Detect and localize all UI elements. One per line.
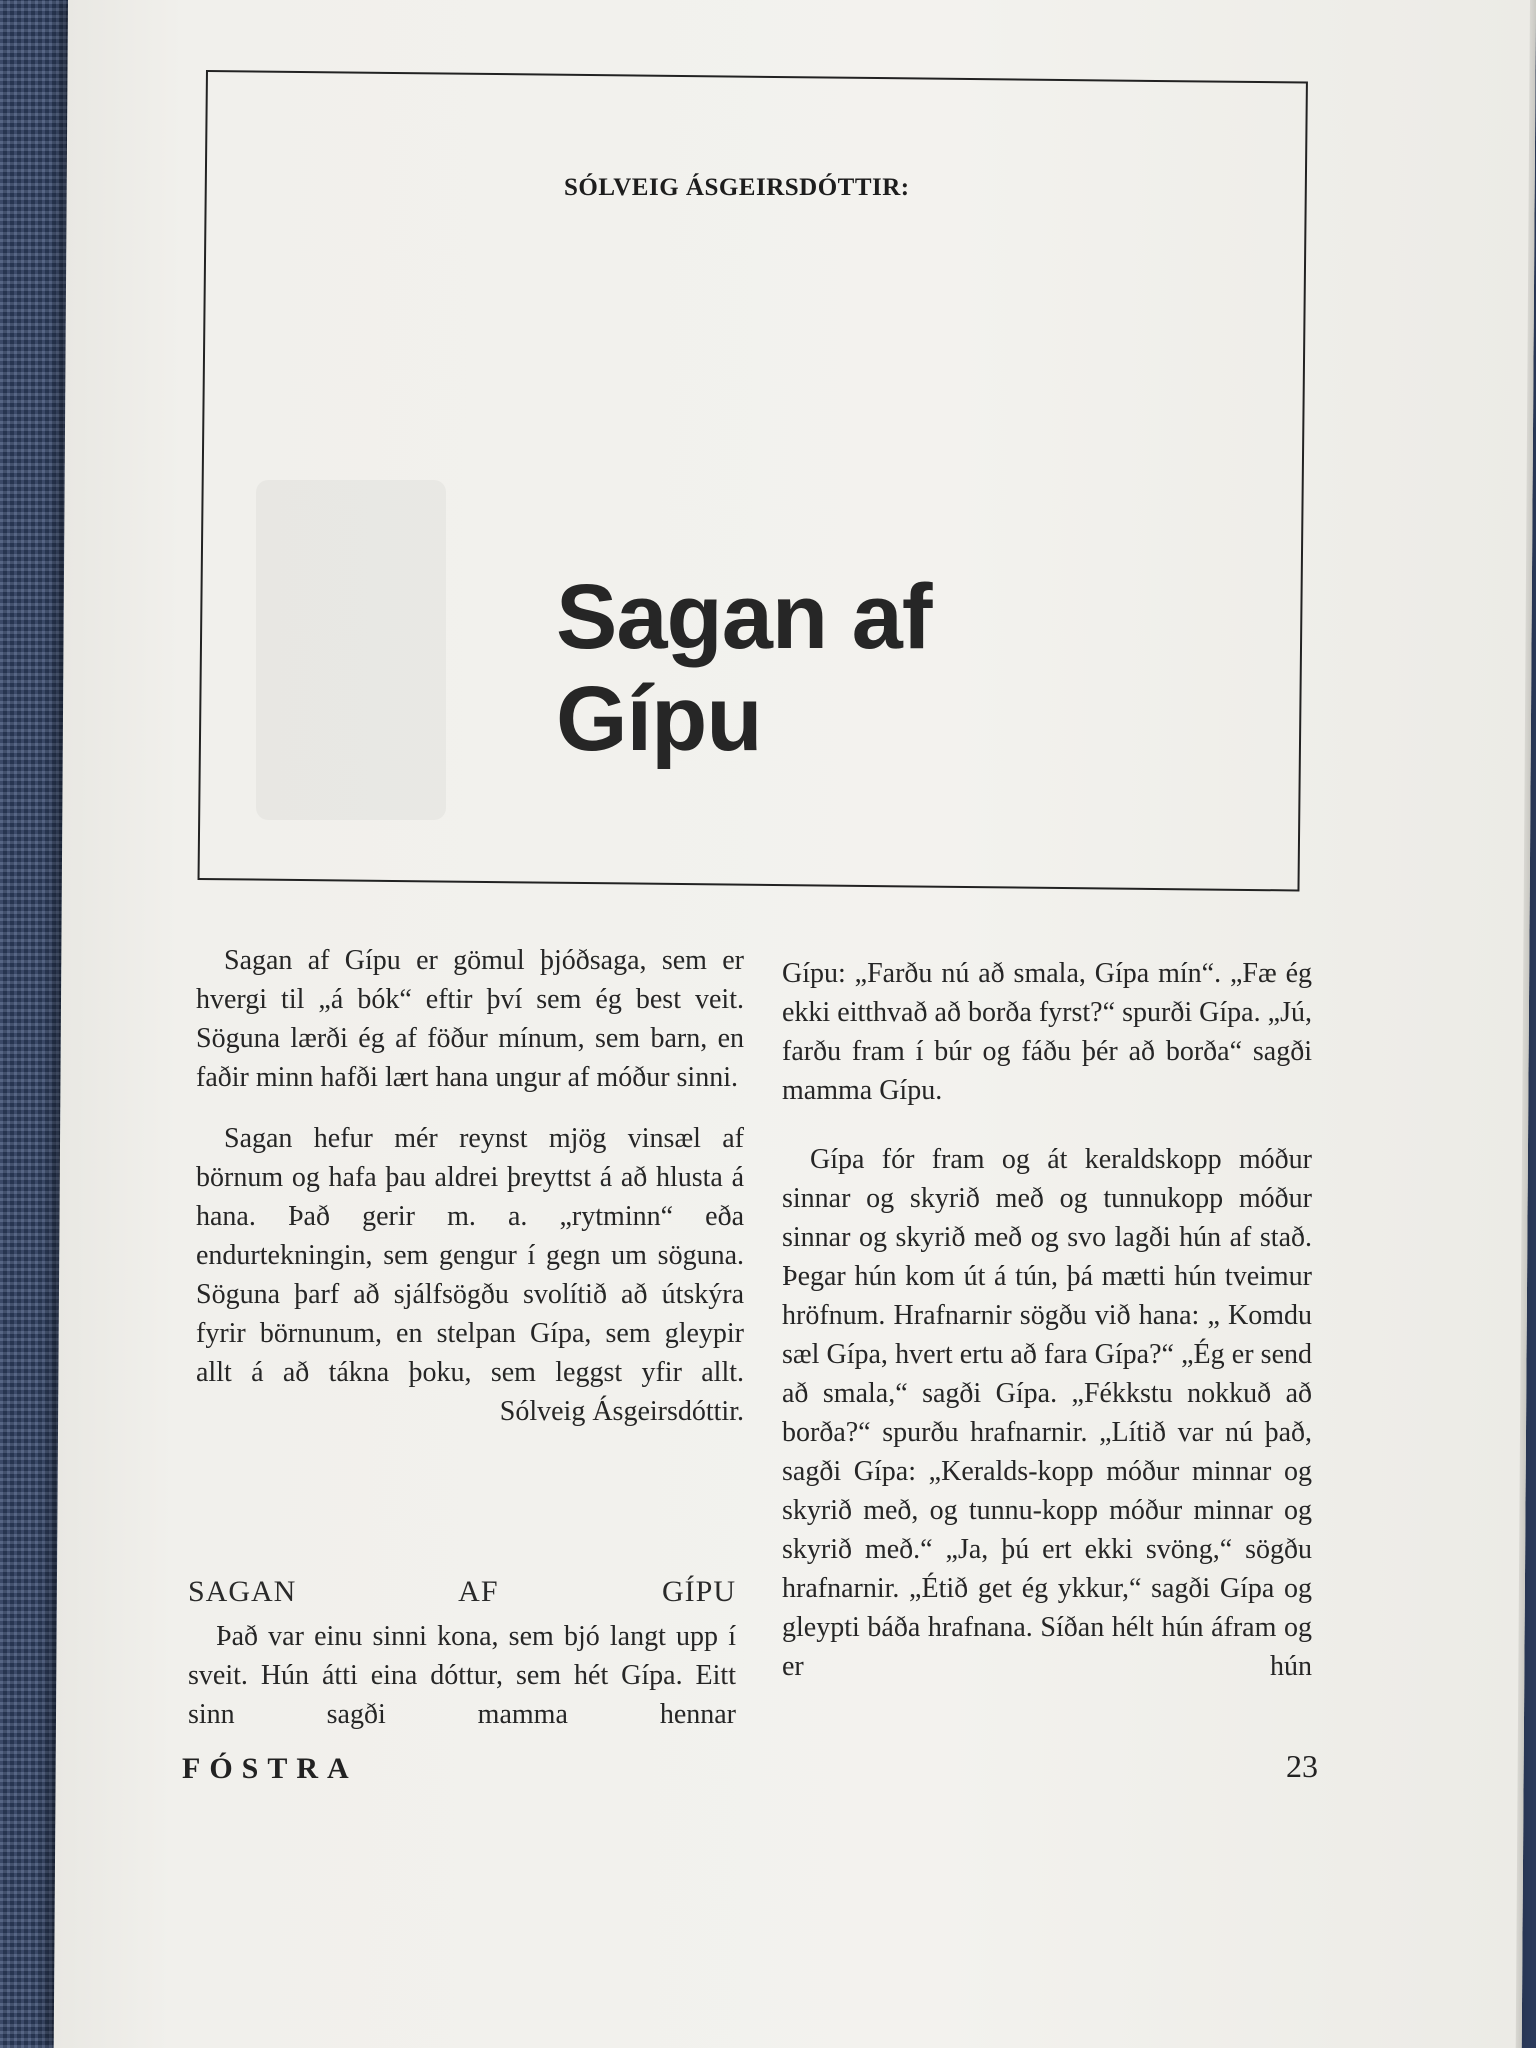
article-title bbox=[556, 566, 931, 770]
author-signature: Sólveig Ásgeirsdóttir. bbox=[499, 1396, 744, 1427]
intro-paragraph-2: Sagan hefur mér reynst mjög vinsæl af börnum og hafa þau aldrei þreyttst á að hlusta á hana. Það gerir m. a. „rytminn“ eða endurtekningin, sem gengur í gegn um söguna. Söguna þarf að sjálfsögðu svolítið að útskýra fyrir börnunum, en stelpan Gípa, sem gleypir allt á að tákna þoku, sem leggst yfir allt. bbox=[196, 1123, 744, 1388]
story-paragraph-1: Það var einu sinni kona, sem bjó langt upp í sveit. Hún átti eina dóttur, sem hét Gípa. Eitt sinn sagði mamma hennar bbox=[188, 1621, 736, 1730]
magazine-name: FÓSTRA bbox=[182, 1752, 358, 1785]
title-line-1: Sagan af bbox=[556, 566, 932, 668]
intro-paragraph-1: Sagan af Gípu er gömul þjóðsaga, sem er hvergi til „á bók“ eftir því sem ég best veit. Söguna lærði ég af föður mínum, sem barn, en faðir minn hafði lært hana ungur af móður sinni. bbox=[196, 945, 744, 1093]
story-heading: SAGAN AF GÍPU bbox=[188, 1575, 736, 1608]
story-paragraph-2: Gípu: „Farðu nú að smala, Gípa mín“. „Fæ ég ekki eitthvað að borða fyrst?“ spurði Gípa. „Jú, farðu fram í búr og fáðu þér að borða“ sagði mamma Gípu. bbox=[782, 958, 1312, 1106]
page-number: 23 bbox=[1286, 1748, 1318, 1784]
left-column-intro bbox=[196, 941, 744, 1431]
title-line-2: Gípu bbox=[556, 668, 762, 770]
page-edge bbox=[1516, 0, 1536, 2048]
story-paragraph-3: Gípa fór fram og át keraldskopp móður sinnar og skyrið með og tunnukopp móður sinnar og skyrið með og svo lagði hún af stað. Þegar hún kom út á tún, þá mætti hún tveimur hröfnum. Hrafnarnir sögðu við hana: „ Komdu sæl Gípa, hvert ertu að fara Gípa?“ „Ég er send að smala,“ sagði Gípa. „Fékkstu nokkuð að borða?“ spurðu hrafnarnir. „Lítið var nú það, sagði Gípa: „Keralds-kopp móður minnar og skyrið með, og tunnu-kopp móður minnar og skyrið með.“ „Ja, þú ert ekki svöng,“ sögðu hrafnarnir. „Étið get ég ykkur,“ sagði Gípa og gleypti báða hrafnana. Síðan hélt hún áfram og er hún bbox=[782, 1144, 1312, 1682]
author-heading: SÓLVEIG ÁSGEIRSDÓTTIR: bbox=[564, 174, 910, 201]
left-column-story bbox=[188, 1572, 736, 1734]
right-column bbox=[782, 954, 1312, 1686]
